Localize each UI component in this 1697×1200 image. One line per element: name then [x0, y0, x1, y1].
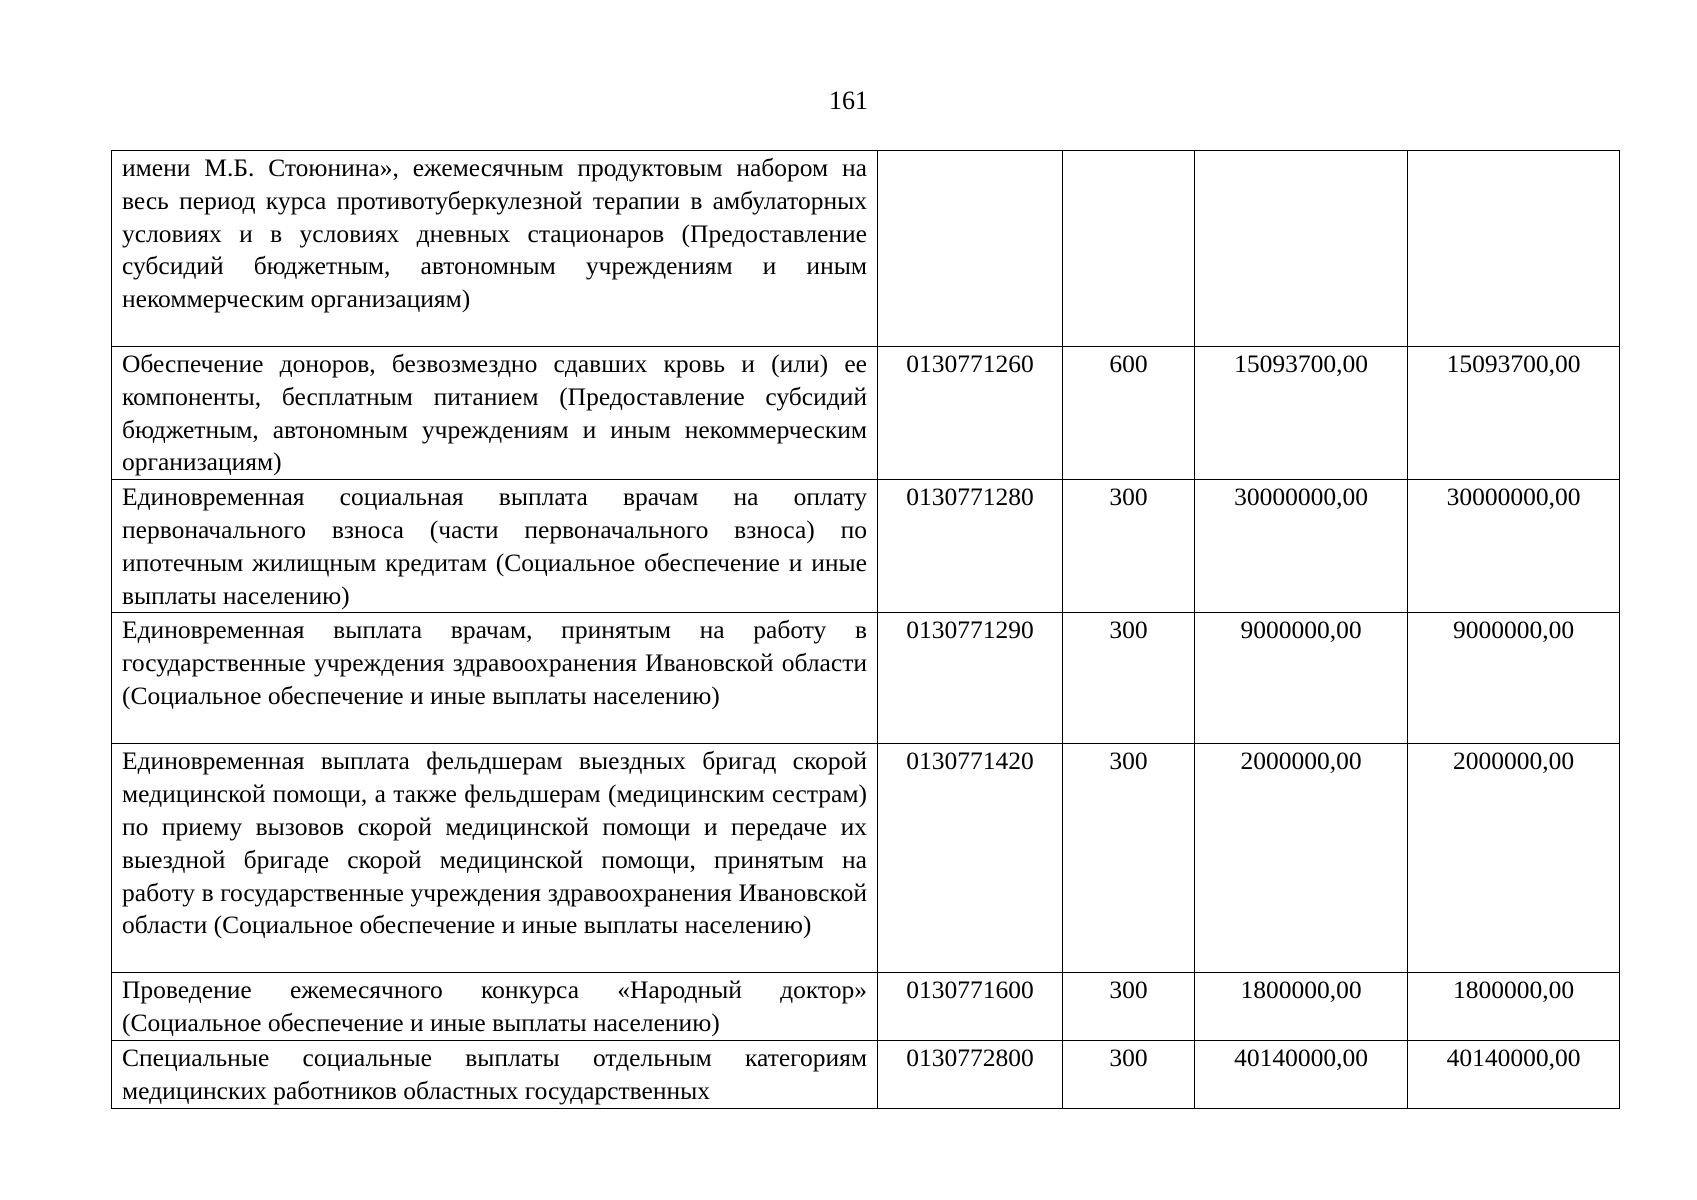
row-amount-1: 40140000,00	[1195, 1040, 1408, 1108]
row-description: Единовременная выплата врачам, принятым на работу в государственные учреждения здравоохранения Ивановской области (Социальное обеспечение и иные выплаты населению)	[112, 613, 878, 744]
row-amount-2: 1800000,00	[1408, 973, 1620, 1041]
budget-table	[111, 150, 1620, 1109]
row-amount-2	[1408, 151, 1620, 347]
table-row	[112, 480, 1620, 613]
row-description: Единовременная социальная выплата врачам на оплату первоначального взноса (части первоначального взноса) по ипотечным жилищным кредитам (Социальное обеспечение и иные выплаты населению)	[112, 480, 878, 613]
row-description: Проведение ежемесячного конкурса «Народный доктор» (Социальное обеспечение и иные выплаты населению)	[112, 973, 878, 1041]
row-description: Обеспечение доноров, безвозмездно сдавших кровь и (или) ее компоненты, бесплатным питанием (Предоставление субсидий бюджетным, автономным учреждениям и иным некоммерческим организациям)	[112, 347, 878, 480]
row-target-code	[878, 151, 1063, 347]
table-row	[112, 347, 1620, 480]
row-expense-type: 300	[1063, 1040, 1195, 1108]
row-target-code: 0130772800	[878, 1040, 1063, 1108]
row-target-code: 0130771290	[878, 613, 1063, 744]
row-amount-2: 30000000,00	[1408, 480, 1620, 613]
row-description: Единовременная выплата фельдшерам выездных бригад скорой медицинской помощи, а также фельдшерам (медицинским сестрам) по приему вызовов скорой медицинской помощи и передаче их выездной бригаде скорой медицинской помощи, принятым на работу в государственные учреждения здравоохранения Ивановской области (Социальное обеспечение и иные выплаты населению)	[112, 744, 878, 973]
row-expense-type: 300	[1063, 973, 1195, 1041]
table-row	[112, 613, 1620, 744]
row-amount-1: 30000000,00	[1195, 480, 1408, 613]
page-number: 161	[829, 86, 868, 115]
row-amount-2: 9000000,00	[1408, 613, 1620, 744]
row-expense-type: 300	[1063, 613, 1195, 744]
row-amount-1: 1800000,00	[1195, 973, 1408, 1041]
table-row	[112, 151, 1620, 347]
row-amount-1	[1195, 151, 1408, 347]
row-expense-type: 600	[1063, 347, 1195, 480]
row-target-code: 0130771280	[878, 480, 1063, 613]
row-target-code: 0130771600	[878, 973, 1063, 1041]
row-amount-2: 40140000,00	[1408, 1040, 1620, 1108]
row-amount-2: 2000000,00	[1408, 744, 1620, 973]
row-amount-1: 9000000,00	[1195, 613, 1408, 744]
row-target-code: 0130771260	[878, 347, 1063, 480]
row-expense-type	[1063, 151, 1195, 347]
row-amount-1: 15093700,00	[1195, 347, 1408, 480]
table-row	[112, 1040, 1620, 1108]
row-description: имени М.Б. Стоюнина», ежемесячным продуктовым набором на весь период курса противотуберкулезной терапии в амбулаторных условиях и в условиях дневных стационаров (Предоставление субсидий бюджетным, автономным учреждениям и иным некоммерческим организациям)	[112, 151, 878, 347]
row-expense-type: 300	[1063, 744, 1195, 973]
row-amount-2: 15093700,00	[1408, 347, 1620, 480]
row-description: Специальные социальные выплаты отдельным категориям медицинских работников областных государственных	[112, 1040, 878, 1108]
table-row	[112, 973, 1620, 1041]
row-amount-1: 2000000,00	[1195, 744, 1408, 973]
row-target-code: 0130771420	[878, 744, 1063, 973]
row-expense-type: 300	[1063, 480, 1195, 613]
table-row	[112, 744, 1620, 973]
